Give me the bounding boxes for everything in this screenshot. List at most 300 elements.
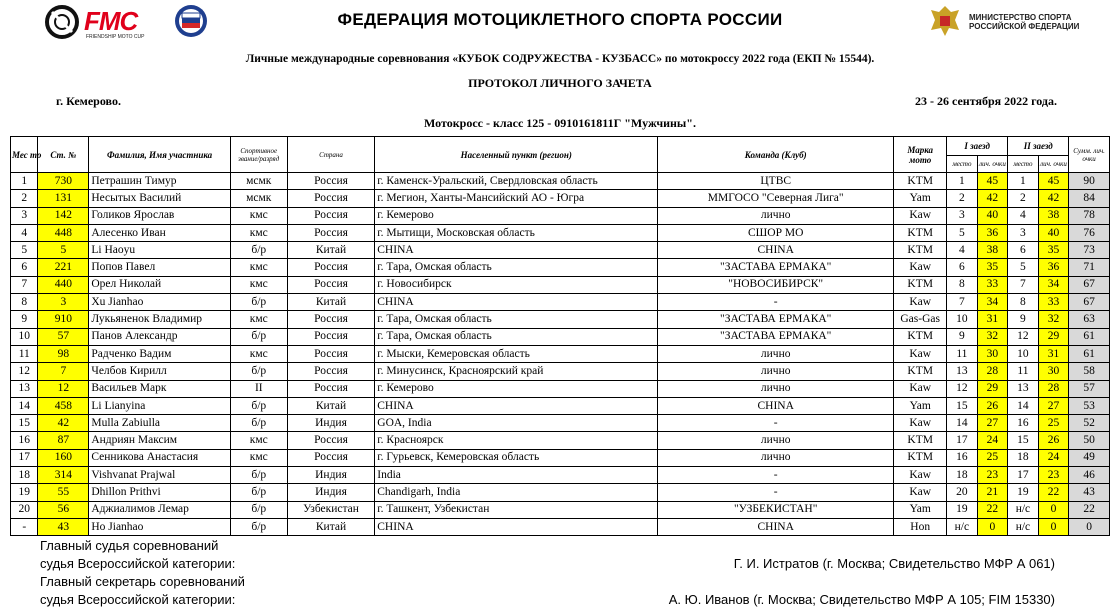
cell-s1: 0 <box>977 518 1008 535</box>
cell-num: 55 <box>38 484 89 501</box>
cell-p1: 1 <box>947 173 978 190</box>
cell-num: 98 <box>38 345 89 362</box>
cell-s2: 23 <box>1038 467 1069 484</box>
cell-city: г. Новосибирск <box>375 276 658 293</box>
cell-name: Андриян Максим <box>89 432 230 449</box>
cell-s1: 23 <box>977 467 1008 484</box>
cell-num: 87 <box>38 432 89 449</box>
cell-city: CHINA <box>375 242 658 259</box>
cell-moto: Kaw <box>894 467 947 484</box>
cell-p2: н/с <box>1008 501 1039 518</box>
cell-s1: 29 <box>977 380 1008 397</box>
cell-total: 50 <box>1069 432 1110 449</box>
cell-p1: 20 <box>947 484 978 501</box>
cell-s1: 35 <box>977 259 1008 276</box>
cell-country: Россия <box>287 173 375 190</box>
col-place: Мес то <box>11 137 38 173</box>
cell-p2: 6 <box>1008 242 1039 259</box>
cell-rank: кмс <box>230 432 287 449</box>
cell-team: "ЗАСТАВА ЕРМАКА" <box>658 311 894 328</box>
col-moto: Марка мото <box>894 137 947 173</box>
class-title: Мотокросс - класс 125 - 0910161811Г "Мужчины". <box>424 116 696 130</box>
cell-s1: 45 <box>977 173 1008 190</box>
cell-rank: кмс <box>230 311 287 328</box>
cell-s1: 25 <box>977 449 1008 466</box>
cell-moto: KTM <box>894 173 947 190</box>
cell-country: Россия <box>287 276 375 293</box>
cell-country: Россия <box>287 259 375 276</box>
cell-s1: 27 <box>977 415 1008 432</box>
cell-s2: 35 <box>1038 242 1069 259</box>
cell-city: г. Тара, Омская область <box>375 259 658 276</box>
cell-s2: 0 <box>1038 518 1069 535</box>
cell-country: Россия <box>287 380 375 397</box>
cell-place: 19 <box>11 484 38 501</box>
secretary-category: судья Всероссийской категории: <box>40 592 236 607</box>
cell-s2: 30 <box>1038 363 1069 380</box>
cell-place: 8 <box>11 294 38 311</box>
cell-moto: KTM <box>894 276 947 293</box>
cell-p1: 13 <box>947 363 978 380</box>
cell-moto: Kaw <box>894 207 947 224</box>
cell-p2: 11 <box>1008 363 1039 380</box>
cell-s2: 26 <box>1038 432 1069 449</box>
table-row <box>11 363 1110 380</box>
cell-country: Россия <box>287 328 375 345</box>
fmc-logo-text: FMC <box>84 6 138 36</box>
cell-place: 5 <box>11 242 38 259</box>
col-race-1: I заезд <box>947 137 1008 156</box>
cell-p2: 9 <box>1008 311 1039 328</box>
cell-p1: 6 <box>947 259 978 276</box>
cell-num: 142 <box>38 207 89 224</box>
table-row <box>11 294 1110 311</box>
cell-total: 90 <box>1069 173 1110 190</box>
results-table <box>10 136 1110 536</box>
cell-name: Li Lianyina <box>89 397 230 414</box>
table-row <box>11 501 1110 518</box>
table-row <box>11 276 1110 293</box>
cell-place: - <box>11 518 38 535</box>
cell-moto: Kaw <box>894 259 947 276</box>
table-row <box>11 345 1110 362</box>
cell-total: 61 <box>1069 328 1110 345</box>
col-rank: Спортивное звание/разряд <box>230 137 287 173</box>
cell-place: 2 <box>11 190 38 207</box>
fmc-logo <box>44 4 168 40</box>
cell-s2: 28 <box>1038 380 1069 397</box>
cell-p1: 2 <box>947 190 978 207</box>
cell-city: CHINA <box>375 294 658 311</box>
cell-s1: 38 <box>977 242 1008 259</box>
cell-s2: 34 <box>1038 276 1069 293</box>
competition-title: Личные международные соревнования «КУБОК СОДРУЖЕСТВА - КУЗБАСС» по мотокроссу 2022 года (ЕКП № 15544). <box>245 53 875 65</box>
cell-city: г. Кемерово <box>375 380 658 397</box>
col-race-2-points: лич. очки <box>1038 156 1069 173</box>
cell-s1: 36 <box>977 224 1008 241</box>
cell-name: Петрашин Тимур <box>89 173 230 190</box>
cell-name: Xu Jianhao <box>89 294 230 311</box>
cell-place: 16 <box>11 432 38 449</box>
cell-name: Панов Александр <box>89 328 230 345</box>
cell-place: 7 <box>11 276 38 293</box>
cell-team: лично <box>658 449 894 466</box>
cell-country: Китай <box>287 242 375 259</box>
ministry-line-1: МИНИСТЕРСТВО СПОРТА <box>969 13 1072 22</box>
cell-s1: 26 <box>977 397 1008 414</box>
cell-moto: Kaw <box>894 484 947 501</box>
cell-place: 4 <box>11 224 38 241</box>
cell-s2: 36 <box>1038 259 1069 276</box>
cell-country: Россия <box>287 449 375 466</box>
cell-p1: 5 <box>947 224 978 241</box>
cell-rank: кмс <box>230 259 287 276</box>
table-row <box>11 380 1110 397</box>
cell-team: лично <box>658 432 894 449</box>
cell-city: г. Минусинск, Красноярский край <box>375 363 658 380</box>
cell-moto: KTM <box>894 242 947 259</box>
cell-rank: кмс <box>230 449 287 466</box>
table-row <box>11 311 1110 328</box>
cell-num: 458 <box>38 397 89 414</box>
cell-total: 43 <box>1069 484 1110 501</box>
cell-moto: KTM <box>894 449 947 466</box>
cell-country: Индия <box>287 467 375 484</box>
cell-p1: 15 <box>947 397 978 414</box>
cell-name: Челбов Кирилл <box>89 363 230 380</box>
cell-s1: 30 <box>977 345 1008 362</box>
cell-p2: 10 <box>1008 345 1039 362</box>
cell-num: 12 <box>38 380 89 397</box>
cell-rank: б/р <box>230 484 287 501</box>
cell-total: 63 <box>1069 311 1110 328</box>
cell-city: Chandigarh, India <box>375 484 658 501</box>
cell-moto: Kaw <box>894 345 947 362</box>
cell-s1: 28 <box>977 363 1008 380</box>
cell-name: Mulla Zabiulla <box>89 415 230 432</box>
table-row <box>11 518 1110 535</box>
cell-s2: 24 <box>1038 449 1069 466</box>
cell-num: 57 <box>38 328 89 345</box>
cell-num: 7 <box>38 363 89 380</box>
cell-num: 910 <box>38 311 89 328</box>
cell-city: г. Тара, Омская область <box>375 328 658 345</box>
cell-city: г. Мыски, Кемеровская область <box>375 345 658 362</box>
cell-p2: 7 <box>1008 276 1039 293</box>
cell-rank: б/р <box>230 501 287 518</box>
cell-country: Китай <box>287 518 375 535</box>
cell-name: Радченко Вадим <box>89 345 230 362</box>
cell-moto: Gas-Gas <box>894 311 947 328</box>
cell-p2: 3 <box>1008 224 1039 241</box>
cell-p2: 19 <box>1008 484 1039 501</box>
cell-country: Узбекистан <box>287 501 375 518</box>
cell-total: 67 <box>1069 276 1110 293</box>
cell-p2: 16 <box>1008 415 1039 432</box>
cell-num: 221 <box>38 259 89 276</box>
cell-p1: н/с <box>947 518 978 535</box>
cell-name: Vishvanat Prajwal <box>89 467 230 484</box>
cell-name: Сенникова Анастасия <box>89 449 230 466</box>
cell-total: 46 <box>1069 467 1110 484</box>
cell-team: лично <box>658 380 894 397</box>
cell-team: CHINA <box>658 397 894 414</box>
cell-country: Россия <box>287 432 375 449</box>
footer <box>40 537 1115 609</box>
table-row <box>11 224 1110 241</box>
table-row <box>11 190 1110 207</box>
cell-city: India <box>375 467 658 484</box>
cell-num: 42 <box>38 415 89 432</box>
table-row <box>11 449 1110 466</box>
cell-p2: 5 <box>1008 259 1039 276</box>
cell-s1: 31 <box>977 311 1008 328</box>
cell-city: CHINA <box>375 397 658 414</box>
cell-s1: 33 <box>977 276 1008 293</box>
cell-rank: б/р <box>230 467 287 484</box>
cell-p1: 19 <box>947 501 978 518</box>
cell-place: 6 <box>11 259 38 276</box>
cell-country: Россия <box>287 190 375 207</box>
event-city: г. Кемерово. <box>56 94 121 108</box>
cell-s1: 21 <box>977 484 1008 501</box>
table-row <box>11 173 1110 190</box>
cell-name: Васильев Марк <box>89 380 230 397</box>
cell-name: Алесенко Иван <box>89 224 230 241</box>
cell-p1: 18 <box>947 467 978 484</box>
cell-num: 5 <box>38 242 89 259</box>
cell-name: Ho Jianhao <box>89 518 230 535</box>
cell-rank: б/р <box>230 415 287 432</box>
table-row <box>11 259 1110 276</box>
cell-country: Россия <box>287 363 375 380</box>
cell-place: 15 <box>11 415 38 432</box>
cell-place: 13 <box>11 380 38 397</box>
cell-team: - <box>658 467 894 484</box>
cell-rank: б/р <box>230 242 287 259</box>
cell-moto: Kaw <box>894 294 947 311</box>
cell-total: 0 <box>1069 518 1110 535</box>
table-row <box>11 415 1110 432</box>
cell-s2: 31 <box>1038 345 1069 362</box>
cell-total: 67 <box>1069 294 1110 311</box>
cell-p1: 16 <box>947 449 978 466</box>
cell-s2: 33 <box>1038 294 1069 311</box>
results-body <box>11 173 1110 536</box>
cell-team: ЦТВС <box>658 173 894 190</box>
cell-p1: 3 <box>947 207 978 224</box>
col-race-2-place: место <box>1008 156 1039 173</box>
cell-team: CHINA <box>658 242 894 259</box>
judge-name: Г. И. Истратов (г. Москва; Свидетельство МФР А 061) <box>733 556 1055 571</box>
cell-name: Аджиалимов Лемар <box>89 501 230 518</box>
cell-name: Орел Николай <box>89 276 230 293</box>
mfr-emblem <box>174 4 208 38</box>
cell-total: 53 <box>1069 397 1110 414</box>
cell-s1: 42 <box>977 190 1008 207</box>
cell-p2: 13 <box>1008 380 1039 397</box>
cell-country: Россия <box>287 311 375 328</box>
cell-moto: KTM <box>894 363 947 380</box>
cell-s1: 32 <box>977 328 1008 345</box>
cell-p2: 17 <box>1008 467 1039 484</box>
cell-team: - <box>658 294 894 311</box>
cell-p1: 4 <box>947 242 978 259</box>
ministry-logo <box>925 2 1115 40</box>
table-row <box>11 242 1110 259</box>
ministry-line-2: РОССИЙСКОЙ ФЕДЕРАЦИИ <box>969 22 1080 31</box>
cell-place: 14 <box>11 397 38 414</box>
cell-rank: мсмк <box>230 190 287 207</box>
cell-rank: б/р <box>230 328 287 345</box>
cell-city: г. Каменск-Уральский, Свердловская область <box>375 173 658 190</box>
cell-total: 57 <box>1069 380 1110 397</box>
cell-city: г. Гурьевск, Кемеровская область <box>375 449 658 466</box>
cell-place: 20 <box>11 501 38 518</box>
cell-team: ММГОСО "Северная Лига" <box>658 190 894 207</box>
cell-rank: б/р <box>230 294 287 311</box>
federation-title: ФЕДЕРАЦИЯ МОТОЦИКЛЕТНОГО СПОРТА РОССИИ <box>337 10 783 29</box>
cell-rank: мсмк <box>230 173 287 190</box>
cell-moto: Kaw <box>894 380 947 397</box>
cell-team: "УЗБЕКИСТАН" <box>658 501 894 518</box>
cell-place: 10 <box>11 328 38 345</box>
cell-s2: 22 <box>1038 484 1069 501</box>
cell-moto: KTM <box>894 432 947 449</box>
cell-city: CHINA <box>375 518 658 535</box>
cell-total: 78 <box>1069 207 1110 224</box>
cell-place: 17 <box>11 449 38 466</box>
cell-total: 49 <box>1069 449 1110 466</box>
cell-place: 1 <box>11 173 38 190</box>
cell-s2: 40 <box>1038 224 1069 241</box>
cell-p1: 8 <box>947 276 978 293</box>
table-row <box>11 484 1110 501</box>
cell-num: 131 <box>38 190 89 207</box>
cell-rank: б/р <box>230 518 287 535</box>
cell-total: 52 <box>1069 415 1110 432</box>
cell-country: Россия <box>287 207 375 224</box>
col-race-1-place: место <box>947 156 978 173</box>
cell-s1: 24 <box>977 432 1008 449</box>
cell-p2: 12 <box>1008 328 1039 345</box>
cell-country: Индия <box>287 484 375 501</box>
cell-place: 18 <box>11 467 38 484</box>
cell-p2: н/с <box>1008 518 1039 535</box>
cell-country: Китай <box>287 397 375 414</box>
cell-p2: 1 <box>1008 173 1039 190</box>
cell-p2: 15 <box>1008 432 1039 449</box>
fmc-logo-icon <box>44 4 84 40</box>
cell-total: 76 <box>1069 224 1110 241</box>
cell-rank: кмс <box>230 207 287 224</box>
cell-num: 314 <box>38 467 89 484</box>
cell-team: лично <box>658 345 894 362</box>
secretary-title: Главный секретарь соревнований <box>40 574 245 589</box>
cell-name: Голиков Ярослав <box>89 207 230 224</box>
cell-country: Россия <box>287 345 375 362</box>
cell-name: Dhillon Prithvi <box>89 484 230 501</box>
col-race-1-points: лич. очки <box>977 156 1008 173</box>
cell-moto: Yam <box>894 501 947 518</box>
cell-total: 22 <box>1069 501 1110 518</box>
table-row <box>11 432 1110 449</box>
col-total: Сумм. лич. очки <box>1069 137 1110 173</box>
cell-place: 11 <box>11 345 38 362</box>
cell-num: 730 <box>38 173 89 190</box>
cell-total: 58 <box>1069 363 1110 380</box>
cell-city: г. Мегион, Ханты-Мансийский АО - Югра <box>375 190 658 207</box>
cell-p2: 4 <box>1008 207 1039 224</box>
col-city: Населенный пункт (регион) <box>375 137 658 173</box>
cell-rank: б/р <box>230 363 287 380</box>
protocol-title: ПРОТОКОЛ ЛИЧНОГО ЗАЧЕТА <box>468 76 652 90</box>
table-row <box>11 207 1110 224</box>
cell-city: г. Кемерово <box>375 207 658 224</box>
cell-s1: 40 <box>977 207 1008 224</box>
cell-num: 448 <box>38 224 89 241</box>
cell-total: 61 <box>1069 345 1110 362</box>
cell-s1: 34 <box>977 294 1008 311</box>
cell-country: Китай <box>287 294 375 311</box>
cell-team: лично <box>658 207 894 224</box>
cell-country: Россия <box>287 224 375 241</box>
cell-p2: 2 <box>1008 190 1039 207</box>
cell-moto: Yam <box>894 397 947 414</box>
cell-s2: 27 <box>1038 397 1069 414</box>
cell-s2: 42 <box>1038 190 1069 207</box>
cell-city: GOA, India <box>375 415 658 432</box>
cell-moto: KTM <box>894 328 947 345</box>
fmc-logo-subtitle: FRIENDSHIP MOTO CUP <box>86 34 145 40</box>
cell-p1: 9 <box>947 328 978 345</box>
table-row <box>11 328 1110 345</box>
mfr-emblem-icon <box>174 4 208 38</box>
cell-team: "ЗАСТАВА ЕРМАКА" <box>658 259 894 276</box>
cell-moto: Hon <box>894 518 947 535</box>
cell-city: г. Мытищи, Московская область <box>375 224 658 241</box>
cell-s2: 25 <box>1038 415 1069 432</box>
cell-rank: кмс <box>230 224 287 241</box>
secretary-name: А. Ю. Иванов (г. Москва; Свидетельство МФР А 105; FIM 15330) <box>668 592 1055 607</box>
cell-p2: 8 <box>1008 294 1039 311</box>
cell-country: Индия <box>287 415 375 432</box>
cell-p1: 7 <box>947 294 978 311</box>
cell-team: CHINA <box>658 518 894 535</box>
cell-rank: кмс <box>230 345 287 362</box>
cell-num: 440 <box>38 276 89 293</box>
cell-total: 73 <box>1069 242 1110 259</box>
cell-num: 3 <box>38 294 89 311</box>
cell-moto: Yam <box>894 190 947 207</box>
cell-s2: 0 <box>1038 501 1069 518</box>
cell-p1: 14 <box>947 415 978 432</box>
col-team: Команда (Клуб) <box>658 137 894 173</box>
cell-place: 9 <box>11 311 38 328</box>
cell-name: Li Haoyu <box>89 242 230 259</box>
cell-s2: 29 <box>1038 328 1069 345</box>
cell-p1: 11 <box>947 345 978 362</box>
cell-total: 71 <box>1069 259 1110 276</box>
cell-moto: KTM <box>894 224 947 241</box>
cell-s2: 32 <box>1038 311 1069 328</box>
table-row <box>11 397 1110 414</box>
ministry-text <box>969 13 1079 31</box>
cell-place: 12 <box>11 363 38 380</box>
cell-team: - <box>658 484 894 501</box>
judge-category: судья Всероссийской категории: <box>40 556 236 571</box>
col-name: Фамилия, Имя участника <box>89 137 230 173</box>
